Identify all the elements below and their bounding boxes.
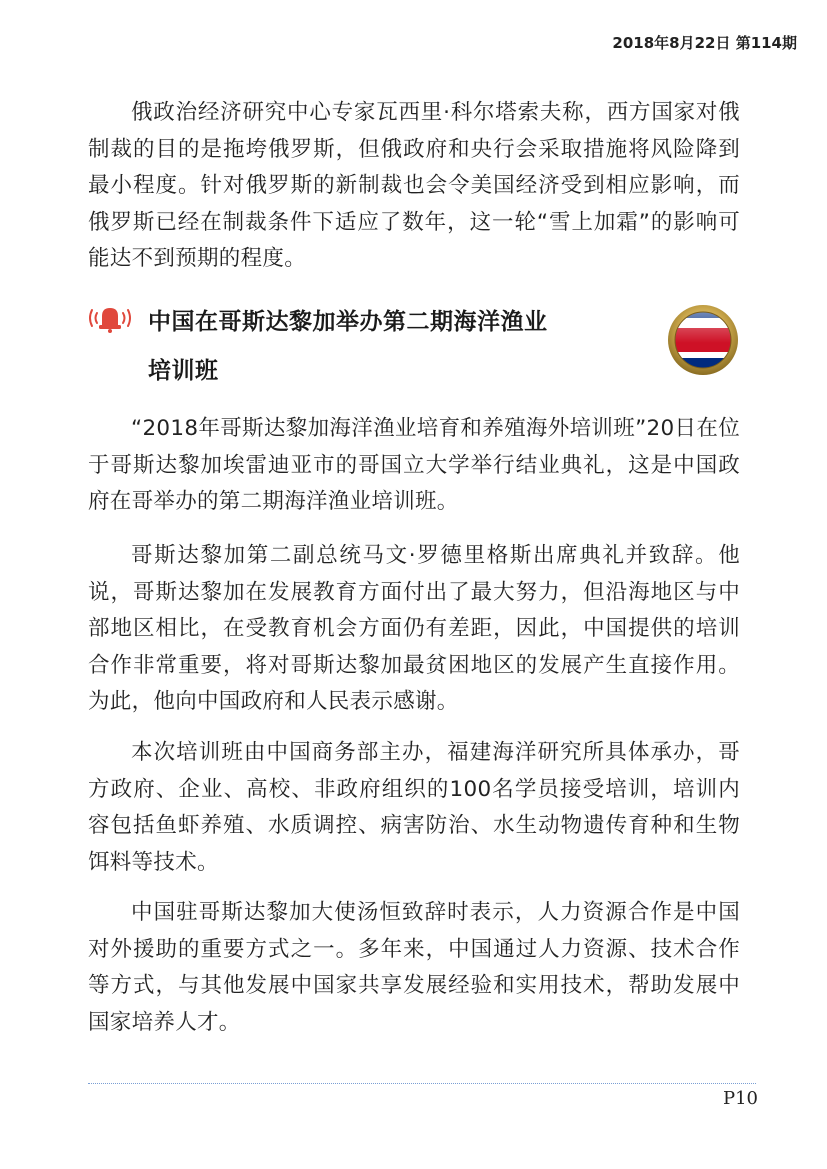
alarm-bell-icon <box>86 304 134 334</box>
page-number: P10 <box>722 1088 758 1109</box>
section-paragraph-2: 哥斯达黎加第二副总统马文·罗德里格斯出席典礼并致辞。他说，哥斯达黎加在发展教育方面付出了最大努力，但沿海地区与中部地区相比，在受教育机会方面仍有差距，因此，中国提供的培训合作非常重要，将对哥斯达黎加最贫困地区的发展产生直接作用。为此，他向中国政府和人民表示感谢。 <box>88 543 740 714</box>
issue-date: 2018年8月22日 第114期 <box>612 34 797 52</box>
section-paragraph-4: 中国驻哥斯达黎加大使汤恒致辞时表示，人力资源合作是中国对外援助的重要方式之一。多年来，中国通过人力资源、技术合作等方式，与其他发展中国家共享发展经验和实用技术，帮助发展中国家培养人才。 <box>88 900 740 1035</box>
footer-divider <box>88 1083 756 1084</box>
section-title-line2: 培训班 <box>148 358 219 384</box>
section-paragraph-1: “2018年哥斯达黎加海洋渔业培育和养殖海外培训班”20日在位于哥斯达黎加埃雷迪亚市的哥国立大学举行结业典礼，这是中国政府在哥举办的第二期海洋渔业培训班。 <box>88 416 740 514</box>
section-title-line1: 中国在哥斯达黎加举办第二期海洋渔业 <box>148 309 548 335</box>
intro-paragraph: 俄政治经济研究中心专家瓦西里·科尔塔索夫称，西方国家对俄制裁的目的是拖垮俄罗斯，但俄政府和央行会采取措施将风险降到最小程度。针对俄罗斯的新制裁也会令美国经济受到相应影响，而俄罗斯已经在制裁条件下适应了数年，这一轮“雪上加霜”的影响可能达不到预期的程度。 <box>88 100 740 271</box>
section-paragraph-3: 本次培训班由中国商务部主办，福建海洋研究所具体承办，哥方政府、企业、高校、非政府组织的100名学员接受培训，培训内容包括鱼虾养殖、水质调控、病害防治、水生动物遗传育种和生物饵料等技术。 <box>88 740 740 875</box>
costa-rica-flag-icon <box>666 303 740 377</box>
